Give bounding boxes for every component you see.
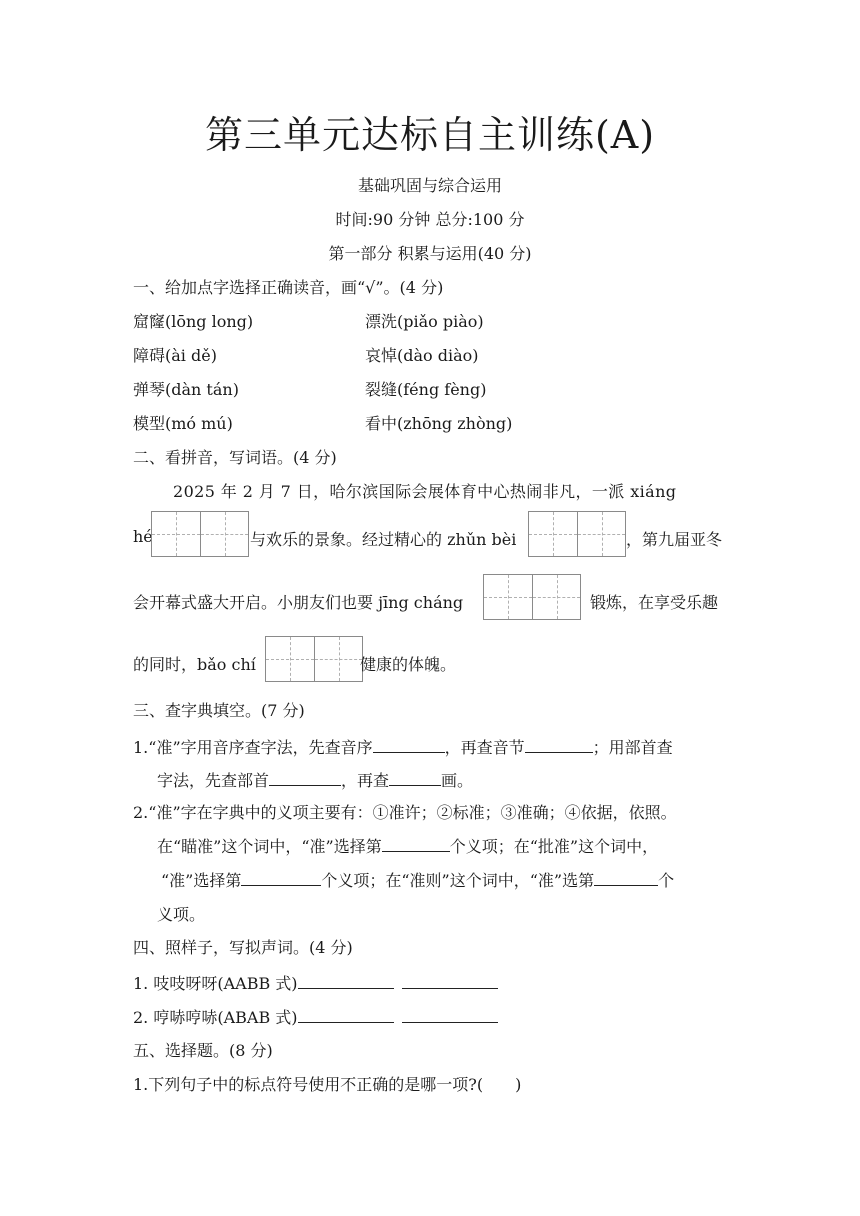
writing-grid[interactable]	[528, 511, 626, 557]
q1-item-right: 漂洗(piǎo piào)	[365, 312, 484, 331]
answer-blank[interactable]	[402, 1004, 498, 1023]
writing-grid[interactable]	[151, 511, 249, 557]
answer-blank[interactable]	[298, 1004, 394, 1023]
q3-text: ，再查	[341, 771, 390, 790]
q3-text: 个义项；在“准则”这个词中，“准”选第	[321, 871, 595, 890]
q4-text: 1. 吱吱呀呀(AABB 式)	[133, 974, 298, 993]
q2-text: 锻炼，在享受乐趣	[590, 593, 719, 612]
q4-item1-line	[133, 970, 498, 994]
q3-text: 个义项；在“批准”这个词中，	[449, 837, 659, 856]
q3-text: “准”选择第	[161, 871, 242, 890]
q2-heading: 二、看拼音，写词语。(4 分)	[133, 448, 337, 467]
q3-text: 1.“准”字用音序查字法，先查音序	[133, 738, 373, 757]
q3-text: ，再查音节	[444, 738, 525, 757]
answer-blank[interactable]	[241, 867, 321, 886]
q3-item2-line2	[157, 833, 658, 857]
q1-item-right: 裂缝(féng fèng)	[365, 380, 487, 399]
grid-cell[interactable]	[314, 637, 362, 681]
q5-heading: 五、选择题。(8 分)	[133, 1041, 273, 1060]
grid-cell[interactable]	[577, 512, 625, 556]
grid-cell[interactable]	[529, 512, 577, 556]
q3-heading: 三、查字典填空。(7 分)	[133, 701, 305, 720]
q1-item-right: 哀悼(dào diào)	[365, 346, 479, 365]
writing-grid[interactable]	[483, 574, 581, 620]
q1-item-left: 模型(mó mú)	[133, 414, 233, 433]
page-title: 第三单元达标自主训练(A)	[204, 113, 656, 157]
answer-blank[interactable]	[373, 734, 445, 753]
q1-item-left: 障碍(ài dě)	[133, 346, 217, 365]
writing-grid[interactable]	[265, 636, 363, 682]
answer-blank[interactable]	[525, 734, 593, 753]
q3-text: 画。	[441, 771, 474, 790]
q2-text: 的同时，bǎo chí	[133, 655, 256, 674]
q1-item-left: 窟窿(lōng long)	[133, 312, 254, 331]
subtitle: 基础巩固与综合运用	[357, 176, 502, 195]
q2-text: ，第九届亚冬	[626, 530, 723, 549]
q3-item1-line	[133, 734, 673, 758]
answer-blank[interactable]	[382, 833, 450, 852]
answer-blank[interactable]	[298, 970, 394, 989]
q2-text: 会开幕式盛大开启。小朋友们也要 jīng cháng	[133, 593, 464, 612]
time-info: 时间:90 分钟 总分:100 分	[335, 210, 525, 229]
q3-item1-line2	[157, 767, 473, 791]
q1-heading: 一、给加点字选择正确读音，画“√”。(4 分)	[133, 278, 444, 297]
grid-cell[interactable]	[266, 637, 314, 681]
answer-blank[interactable]	[594, 867, 658, 886]
grid-cell[interactable]	[200, 512, 248, 556]
q1-item-left: 弹琴(dàn tán)	[133, 380, 239, 399]
q3-text: 2.“准”字在字典中的义项主要有：①准许；②标准；③准确；④依据，依照。	[133, 803, 677, 822]
q3-text: 个	[658, 871, 675, 890]
q2-line: 2025 年 2 月 7 日，哈尔滨国际会展体育中心热闹非凡，一派 xiáng	[173, 482, 677, 501]
q1-item-right: 看中(zhōng zhòng)	[365, 414, 513, 433]
q3-text: 义项。	[157, 905, 206, 924]
grid-cell[interactable]	[484, 575, 532, 619]
q4-item2-line	[133, 1004, 498, 1028]
q3-item2-line3	[161, 867, 674, 891]
answer-blank[interactable]	[269, 767, 341, 786]
answer-blank[interactable]	[402, 970, 498, 989]
part-one-heading: 第一部分 积累与运用(40 分)	[328, 244, 532, 263]
q5-item: 1.下列句子中的标点符号使用不正确的是哪一项?( )	[133, 1075, 522, 1094]
q4-text: 2. 哼哧哼哧(ABAB 式)	[133, 1008, 298, 1027]
q2-text: 与欢乐的景象。经过精心的 zhǔn bèi	[250, 530, 517, 549]
q3-text: 在“瞄准”这个词中，“准”选择第	[157, 837, 382, 856]
q4-heading: 四、照样子，写拟声词。(4 分)	[133, 938, 353, 957]
q2-text: 健康的体魄。	[360, 655, 457, 674]
answer-blank[interactable]	[389, 767, 441, 786]
grid-cell[interactable]	[532, 575, 580, 619]
grid-cell[interactable]	[152, 512, 200, 556]
q3-text: 字法，先查部首	[157, 771, 270, 790]
q3-text: ；用部首查	[592, 738, 673, 757]
q2-pinyin: hé	[133, 527, 153, 546]
